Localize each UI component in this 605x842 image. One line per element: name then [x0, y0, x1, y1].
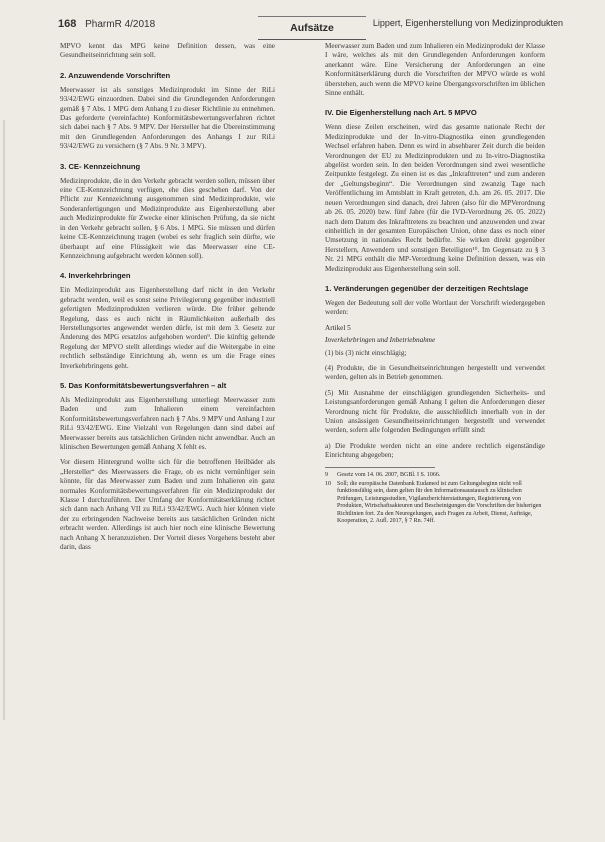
body-paragraph: a) Die Produkte werden nicht an eine andere rechtlich eigenständige Einrichtung abgegeben;	[325, 441, 545, 460]
footnote-divider	[325, 467, 435, 468]
article-heading: Inverkehrbringen und Inbetriebnahme	[325, 336, 436, 345]
footnote-text: Soll; die europäische Datenbank Eudamed ist zum Geltungsbeginn nicht voll funktionsfähig sein, dann gelten für den Informationsaustausch zu klinischen Prüfungen, Leistungsstudien, Vigilanzberichterstattungen, Registrierung von Produkten, Wirtschaftsakteuren und Bescheinigungen die Vorschriften der bisherigen Richtlinien fort. Zu den Neuregelungen, auch Fragen zu Arbeit, Dienst, Aufträge, Kooperation, 2. Aufl. 2017, § 7 Rn. 74ff.	[337, 481, 542, 525]
body-paragraph: Meerwasser ist als sonstiges Medizinprodukt im Sinne der RiLi 93/42/EWG einzuordnen. Dabei sind die Grundlegenden Anforderungen gemäß § 7 Abs. 1 MPG dem Anhang I zu dieser Richtlinie zu entnehmen. Das geforderte (vereinfachte) Konformitätsbewertungsverfahren richtet sich dabei nach § 7 Abs. 9 MPV. Der Hersteller hat die Übereinstimmung mit den Grundlegenden Anforderungen des Anhangs I zur RiLi 93/42/EWG zu versichern (§ 7 Abs. 9 Nr. 3 MPV).	[60, 85, 275, 151]
body-paragraph: MPVO kennt das MPG keine Definition dessen, was eine Gesundheitseinrichtung sein soll.	[60, 42, 275, 60]
body-paragraph: (4) Produkte, die in Gesundheitseinrichtungen hergestellt und verwendet werden, gelten als in Betrieb genommen.	[325, 363, 545, 382]
section-heading: IV. Die Eigenherstellung nach Art. 5 MPVO	[325, 108, 477, 118]
body-paragraph: Wenn diese Zeilen erscheinen, wird das gesamte nationale Recht der Medizinprodukte und der In-vitro-Diagnostika einen grundlegenden Wechsel erfahren haben. Denn es wird in absehbarer Zeit durch die beiden Verordnungen der EU zu Medizinprodukten und zu In-vitro-Diagnostika abgelöst worden sein. In den beiden Verordnungen sind zwei wesentliche Zeitpunkte festgelegt. Zu einen ist es das „Inkrafttreten“ und zum anderen der „Geltungsbeginn“. Die Verordnungen sind zwanzig Tage nach Veröffentlichung im Amtsblatt in Kraft getreten, d.h. am 26. 05. 2017. Die neuen Verordnungen sind danach, drei Jahren (also für die MPVerordnung ab 26. 05. 2020) bzw. fünf Jahre (für die IVD-Verordnung 26. 05. 2022) nach dem Datum des Inkrafttretens zu beachten und anzuwenden und zwar einheitlich in der gesamten Europäischen Union, ohne dass es noch einer Umsetzung in nationales Recht bedürfte. Sie wirken direkt gegenüber Herstellern, Anwendern und sonstigen Beteiligten¹⁰. Im Gegensatz zu § 3 Nr. 21 MPG enthält die MP-Verordnung keine Definition dessen, was ein Medizinprodukt aus Eigenherstellung sein soll.	[325, 123, 545, 273]
body-paragraph: Als Medizinprodukt aus Eigenherstellung unterliegt Meerwasser zum Baden und zum Inhalieren einem vereinfachten Konformitätsbewertungsverfahren nach § 7 Abs. 9 MPV und Anhang I zur RiLi 93/42/EWG. Eine Vielzahl von Regelungen dann sind dabei auf Meerwasser bereits aus tatsächlichen Gründen nicht anwendbar. Auch an klinischen Bewertungen gemäß Anhang X fehlt es.	[60, 395, 275, 451]
page-header	[58, 16, 563, 38]
page-edge-shadow	[3, 120, 5, 720]
footnote-text: Gesetz vom 14. 06. 2007, BGBl. I S. 1066.	[337, 471, 441, 478]
journal-issue: PharmR 4/2018	[85, 19, 156, 30]
section-label: Aufsätze	[258, 16, 366, 40]
article-heading: Artikel 5	[325, 323, 351, 332]
footnote-number: 9	[325, 471, 328, 478]
section-heading: 1. Veränderungen gegenüber der derzeitigen Rechtslage	[325, 283, 529, 293]
footnote	[325, 481, 545, 525]
header-left	[58, 18, 155, 30]
footnote	[325, 472, 545, 479]
body-paragraph: Meerwasser zum Baden und zum Inhalieren ein Medizinprodukt der Klasse I wäre, welches als mit den Grundlegenden Anforderungen konform anerkannt wäre. Eine Versicherung der Anforderungen an eine Konformitätserklärung durch die Vorschriften der MPVO würde es wohl überstehen, auch wenn die MPVO keine Übergangsvorschriften im üblichen Sinne enthält.	[325, 42, 545, 98]
right-column	[325, 42, 545, 527]
body-paragraph: Vor diesem Hintergrund wollte sich für die betroffenen Heilbäder als „Hersteller“ des Meerwassers die Frage, ob es nicht vernünftiger sein könnte, für das Meerwasser zum Baden und zum Inhalieren ein ganz normales Konformitätsbewertungsverfahren für ein Medizinprodukt der Klasse I durchzuführen. Der Umfang der Konformitätserklärung richtet sich dann nach Anhang VII zu RiLi 93/42/EWG. Auch hier können viele der zu erbringenden Nachweise bereits aus tatsächlichen Gründen nicht erbracht werden. Allerdings ist auch hier noch eine klinische Bewertung nach Anhang X heranzuziehen. Der Vorteil dieses Vorgehens besteht aber darin, dass	[60, 458, 275, 552]
body-paragraph: Wegen der Bedeutung soll der volle Wortlaut der Vorschrift wiedergegeben werden:	[325, 298, 545, 317]
body-paragraph: Ein Medizinprodukt aus Eigenherstellung darf nicht in den Verkehr gebracht werden, weil es sonst seine Privilegierung gegenüber industriell gefertigten Medizinprodukten verlieren würde. Die früher geltende Regelung, dass es auch nicht in Räumlichkeiten außerhalb des Herstellungsortes angewendet werden dürfe, ist mit dem 3. Gesetz zur Änderung des MPG ersatzlos aufgehoben worden⁹. Die künftig geltende Regelung der MPVO stellt allerdings wieder auf die Weitergabe in eine rechtlich selbständige Einrichtung ab, wenn es um die Frage eines Inverkehrbringens geht.	[60, 286, 275, 370]
left-column	[60, 42, 275, 558]
section-heading: 2. Anzuwendende Vorschriften	[60, 70, 171, 80]
body-paragraph: (5) Mit Ausnahme der einschlägigen grundlegenden Sicherheits- und Leistungsanforderungen gemäß Anhang I gelten die Anforderungen dieser Verordnung nicht für Produkte, die ausschließlich innerhalb von in der Union ansässigen Gesundheitseinrichtungen hergestellt und verwendet werden, sofern alle folgenden Bedingungen erfüllt sind:	[325, 388, 545, 435]
running-title: Lippert, Eigenherstellung von Medizinprodukten	[372, 18, 563, 28]
page-number: 168	[58, 18, 77, 30]
section-heading: 5. Das Konformitätsbewertungsverfahren – alt	[60, 380, 227, 390]
body-paragraph: (1) bis (3) nicht einschlägig;	[325, 348, 407, 357]
section-heading: 3. CE- Kennzeichnung	[60, 161, 141, 171]
body-paragraph: Medizinprodukte, die in den Verkehr gebracht werden sollen, müssen über eine CE-Kennzeichnung verfügen, ehe dies geschehen darf. Von der Pflicht zur Kennzeichnung ausgenommen sind Medizinprodukte, wie Sonderanfertigungen und Medizinprodukte aus Eigenherstellung aber auch Medizinprodukte für Zwecke einer klinischen Prüfung, da sie nicht in den Verkehr gebracht sollen, § 6 Abs. 1 MPG. Sie müssen und dürfen keine CE-Kennzeichnung tragen (wobei es sehr fraglich sein dürfte, wie überhaupt auf eine Flüssigkeit wie das Meerwasser eine CE-Kennzeichnung aufgebracht werden können soll).	[60, 176, 275, 260]
footnote-number: 10	[325, 481, 331, 488]
section-heading: 4. Inverkehrbringen	[60, 271, 131, 281]
